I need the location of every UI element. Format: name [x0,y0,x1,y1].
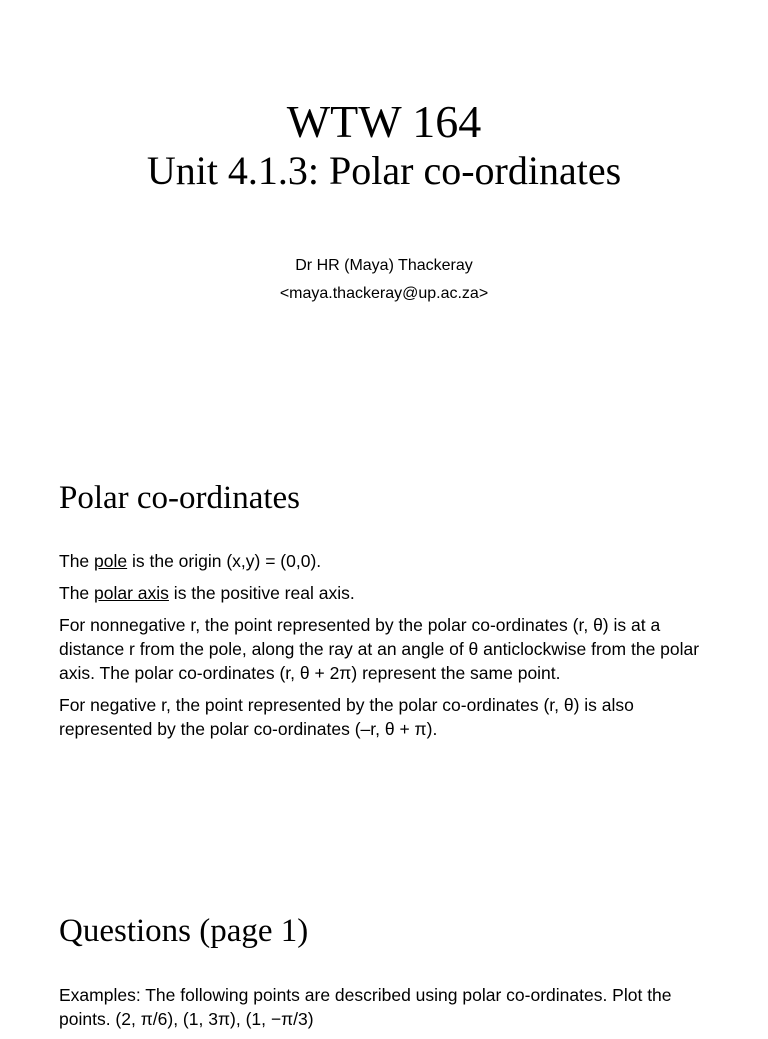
author-name: Dr HR (Maya) Thackeray [295,257,473,274]
negative-r-paragraph: For negative r, the point represented by the polar co-ordinates (r, θ) is also represented by the polar co-ordinates (–r, θ + π). [59,695,634,739]
polar-axis-definition [59,581,719,605]
pole-suffix: is the origin (x,y) = (0,0). [127,551,322,571]
pole-definition [59,549,719,573]
polar-axis-term: polar axis [94,583,169,603]
questions-body [59,983,719,1039]
pole-term: pole [94,551,128,571]
polar-axis-prefix: The [59,583,95,603]
polar-coordinates-body [59,549,719,749]
title-slide [0,0,768,432]
nonnegative-r-paragraph: For nonnegative r, the point represented by the polar co-ordinates (r, θ) is at a distance r from the pole, along the ray at an angle of θ anticlockwise from the polar axis. The polar co-ordinates (r, θ + 2π) represent the same point. [59,615,700,683]
polar-axis-suffix: is the positive real axis. [168,583,355,603]
questions-heading: Questions (page 1) [59,913,309,949]
unit-title: Unit 4.1.3: Polar co-ordinates [146,148,622,193]
polar-coordinates-heading: Polar co-ordinates [59,480,301,516]
pole-prefix: The [59,551,95,571]
course-title: WTW 164 [286,96,482,147]
examples-paragraph: Examples: The following points are described using polar co-ordinates. Plot the points. (2, π/6), (1, 3π), (1, −π/3) [59,985,672,1029]
author-email: <maya.thackeray@up.ac.za> [279,285,489,302]
questions-slide [0,866,768,1029]
polar-coordinates-slide [0,432,768,866]
